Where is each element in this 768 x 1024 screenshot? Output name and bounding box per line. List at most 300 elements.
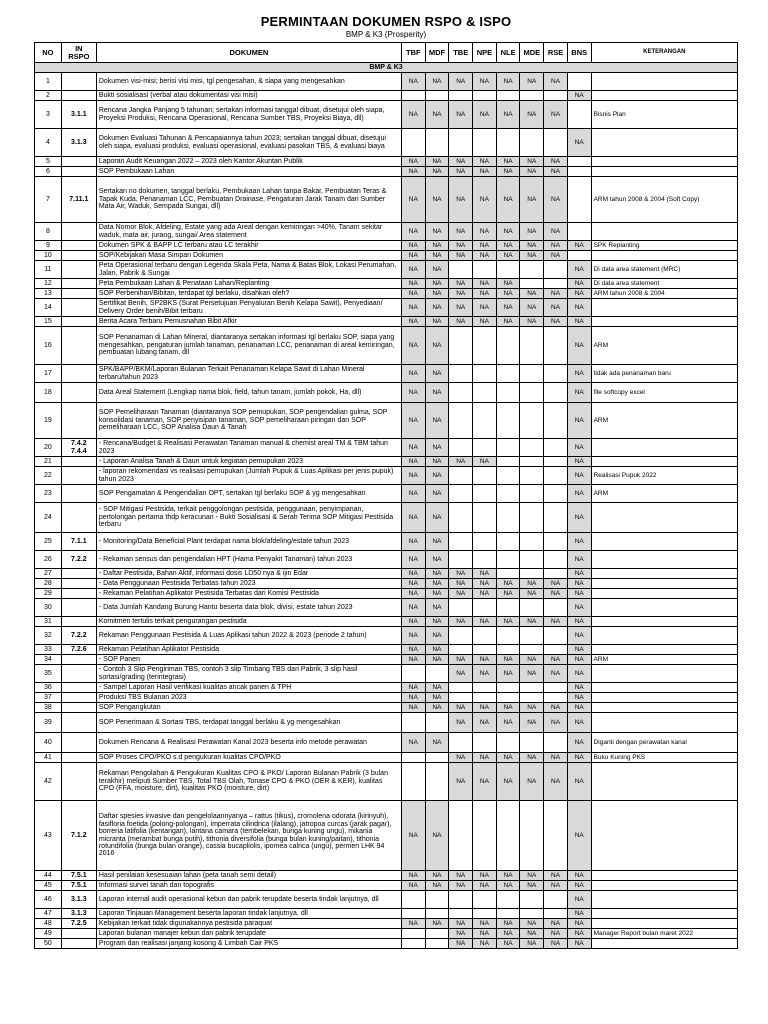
table-row [35,881,738,891]
document-description: - Contoh 3 Slip Pengiriman TBS, contoh 3 slip Timbang TBS dari Pabrik, 3 slip hasil sortasi/grading (terintegrasi) [96,665,401,683]
status-tbe [449,801,473,871]
status-mdf: NA [425,733,449,753]
rspo-clause [61,503,96,533]
status-npe: NA [473,655,497,665]
section-row [35,63,738,73]
rspo-clause [61,579,96,589]
status-nle [496,403,520,439]
row-number: 2 [35,91,62,101]
status-nle [496,693,520,703]
status-mde [520,365,544,383]
status-tbe [449,551,473,569]
status-bns: NA [567,939,591,949]
status-npe [473,891,497,909]
header-no: NO [35,43,62,63]
rspo-clause [61,317,96,327]
document-description: Komitmen tertulis terkait pengurangan pestisida [96,617,401,627]
keterangan-note [591,157,737,167]
status-tbf [401,939,425,949]
status-tbf [401,763,425,801]
status-bns: NA [567,753,591,763]
document-description: Rekaman Penggunaan Pestisida & Luas Aplikasi tahun 2022 & 2023 (periode 2 tahun) [96,627,401,645]
status-nle: NA [496,881,520,891]
status-mde [520,439,544,457]
status-nle [496,891,520,909]
status-npe: NA [473,665,497,683]
status-nle: NA [496,317,520,327]
status-tbe: NA [449,223,473,241]
status-mdf [425,909,449,919]
row-number: 37 [35,693,62,703]
status-mde [520,403,544,439]
status-mdf: NA [425,383,449,403]
status-bns: NA [567,683,591,693]
rspo-clause [61,703,96,713]
status-mde: NA [520,289,544,299]
document-description: Berita Acara Terbaru Pemusnahan Bibit Afkir [96,317,401,327]
keterangan-note [591,665,737,683]
status-tbf: NA [401,871,425,881]
document-description: Informasi survei tanah dan topografis [96,881,401,891]
rspo-clause [61,485,96,503]
status-tbe: NA [449,251,473,261]
table-row [35,279,738,289]
table-row [35,317,738,327]
status-tbf: NA [401,599,425,617]
document-description: - SOP Mitigasi Pestisida, terkait penggolongan pestisida, penggunaan, penyimpanan, pertolongan pertama thdp keracunan - Bukti Sosialisasi & Serah Terima SOP Mitigasi Pestisida terbaru [96,503,401,533]
status-mde [520,129,544,157]
status-tbe: NA [449,279,473,289]
table-row [35,101,738,129]
rspo-clause [61,299,96,317]
status-npe: NA [473,177,497,223]
rspo-clause [61,241,96,251]
status-rse: NA [544,713,568,733]
status-mdf [425,129,449,157]
status-npe: NA [473,223,497,241]
status-rse: NA [544,251,568,261]
status-mdf: NA [425,167,449,177]
status-mdf [425,713,449,733]
status-nle: NA [496,763,520,801]
document-description: Peta Pembukaan Lahan & Penataan Lahan/Replanting [96,279,401,289]
status-rse [544,261,568,279]
document-description: Rencana Jangka Panjang 5 tahunan; sertakan informasi tanggal dibuat, disetujui oleh siapa, Proyeksi Produksi, Rencana Operasional, Rencana Sumber TBS, Proyeksi Biaya, dll) [96,101,401,129]
status-tbf: NA [401,551,425,569]
status-npe [473,683,497,693]
status-rse: NA [544,289,568,299]
table-row [35,627,738,645]
rspo-clause: 3.1.3 [61,129,96,157]
status-tbf: NA [401,177,425,223]
status-rse [544,693,568,703]
status-tbe [449,403,473,439]
table-row [35,403,738,439]
row-number: 34 [35,655,62,665]
header-nle: NLE [496,43,520,63]
table-row [35,617,738,627]
document-description: Hasil penilaian kesesuaian lahan (peta tanah semi detail) [96,871,401,881]
keterangan-note [591,703,737,713]
status-mde: NA [520,317,544,327]
row-number: 9 [35,241,62,251]
row-number: 30 [35,599,62,617]
table-row [35,871,738,881]
rspo-clause [61,617,96,627]
status-nle: NA [496,223,520,241]
keterangan-note [591,533,737,551]
document-description: - Rekaman Pelatihan Aplikator Pestisida Terbatas dari Komisi Pestisida [96,589,401,599]
status-tbf: NA [401,801,425,871]
table-row [35,365,738,383]
status-tbf: NA [401,503,425,533]
status-bns: NA [567,457,591,467]
document-description: - SOP Panen [96,655,401,665]
status-bns: NA [567,891,591,909]
status-tbe: NA [449,713,473,733]
status-tbe [449,693,473,703]
status-nle: NA [496,579,520,589]
document-description: - Rekaman sensus dan pengendalian HPT (Hama Penyakit Tanaman) tahun 2023 [96,551,401,569]
status-nle [496,129,520,157]
status-bns: NA [567,91,591,101]
table-row [35,167,738,177]
status-bns: NA [567,467,591,485]
status-nle: NA [496,177,520,223]
document-description: Daftar spesies invasive dan pengelolaannyanya – rattus (tikus), cromolena odorata (kirinyuh), fasifloria foetida (polong-polongan), imperrata cilindrica (ilalang), jatropoa curcas (jarak pagar), borreria latifolia (kentangan), lantana camara (tembelekan, bunga kuning ungu), mikania micranta (merambat bunga putih), tithonia diversifolia (bunga bulan kuning/paitan), tithonia rotundifolia (bunga bulan orange), cassia bucapliolis, ipomea calrica (ungu), permen LHK 94 2016 [96,801,401,871]
status-nle: NA [496,753,520,763]
status-nle [496,503,520,533]
status-mdf: NA [425,871,449,881]
status-mdf: NA [425,157,449,167]
keterangan-note: ARM tahun 2008 & 2004 (Soft Copy) [591,177,737,223]
table-row [35,223,738,241]
status-npe: NA [473,457,497,467]
keterangan-note [591,909,737,919]
keterangan-note [591,693,737,703]
status-npe: NA [473,881,497,891]
status-npe [473,551,497,569]
keterangan-note [591,299,737,317]
status-mde [520,645,544,655]
status-tbf: NA [401,327,425,365]
status-tbe [449,683,473,693]
status-npe: NA [473,157,497,167]
status-mde: NA [520,665,544,683]
header-keterangan: KETERANGAN [591,43,737,63]
status-rse: NA [544,223,568,241]
status-tbf: NA [401,439,425,457]
status-tbe: NA [449,241,473,251]
keterangan-note [591,589,737,599]
rspo-clause: 7.4.2 7.4.4 [61,439,96,457]
table-row [35,801,738,871]
keterangan-note [591,763,737,801]
status-tbe: NA [449,157,473,167]
keterangan-note: Di data area statement [591,279,737,289]
table-row [35,665,738,683]
status-tbf: NA [401,733,425,753]
table-row [35,91,738,101]
status-tbe: NA [449,929,473,939]
status-tbf: NA [401,683,425,693]
status-mdf: NA [425,617,449,627]
status-mde: NA [520,177,544,223]
row-number: 8 [35,223,62,241]
status-bns: NA [567,589,591,599]
status-mdf: NA [425,683,449,693]
status-mdf: NA [425,599,449,617]
table-body [35,73,738,949]
status-tbe [449,485,473,503]
row-number: 25 [35,533,62,551]
status-rse [544,645,568,655]
status-tbe: NA [449,569,473,579]
document-request-table [34,42,738,949]
status-bns: NA [567,129,591,157]
status-mde [520,909,544,919]
status-mde: NA [520,241,544,251]
status-tbf: NA [401,157,425,167]
table-row [35,177,738,223]
status-tbf: NA [401,645,425,655]
status-npe [473,383,497,403]
status-bns: NA [567,261,591,279]
status-npe: NA [473,871,497,881]
document-title: PERMINTAAN DOKUMEN RSPO & ISPO [260,14,512,29]
status-mde: NA [520,871,544,881]
status-tbe: NA [449,753,473,763]
status-tbf: NA [401,365,425,383]
status-mde: NA [520,617,544,627]
rspo-clause [61,693,96,703]
document-description: - laporan rekomendasi vs realisasi pemupukan (Jumlah Pupuk & Luas Aplikasi per jenis pupuk) tahun 2023 [96,467,401,485]
status-rse: NA [544,579,568,589]
document-description: Rekaman Pengolahan & Pengukuran Kualitas CPO & PKO/ Laporan Bulanan Pabrik (3 bulan terakhir) meliputi Sumber TBS, Total TBS Olah, Tonase CPO & PKO (OER & KER), kualitas CPO (FFA, moisture, dirt), kualitas PKO (moisture, dirt) [96,763,401,801]
status-mde [520,467,544,485]
status-mdf: NA [425,655,449,665]
status-bns: NA [567,279,591,289]
status-mdf [425,939,449,949]
keterangan-note [591,551,737,569]
status-mde [520,261,544,279]
rspo-clause: 7.2.2 [61,551,96,569]
row-number: 38 [35,703,62,713]
status-mdf: NA [425,177,449,223]
status-tbf: NA [401,617,425,627]
table-row [35,939,738,949]
status-npe [473,467,497,485]
document-description: Laporan Audit Keuangan 2022 – 2023 oleh Kantor Akuntan Publik [96,157,401,167]
status-tbe: NA [449,317,473,327]
rspo-clause [61,365,96,383]
status-rse: NA [544,317,568,327]
table-row [35,703,738,713]
status-nle: NA [496,167,520,177]
keterangan-note [591,891,737,909]
status-npe: NA [473,167,497,177]
document-description: Dokumen visi-misi; berisi visi misi, tgl pengesahan, & siapa yang mengesahkan [96,73,401,91]
keterangan-note [591,713,737,733]
rspo-clause [61,279,96,289]
status-rse [544,891,568,909]
status-mde: NA [520,157,544,167]
rspo-clause [61,467,96,485]
status-mde: NA [520,703,544,713]
document-description: SOP Pengangkutan [96,703,401,713]
document-description: - Data Jumlah Kandang Burung Hantu beserta data blok, divisi, estate tahun 2023 [96,599,401,617]
status-bns [567,167,591,177]
status-tbe [449,91,473,101]
status-mdf: NA [425,317,449,327]
keterangan-note [591,503,737,533]
table-row [35,753,738,763]
document-description: Program dan realisasi janjang kosong & Limbah Cair PKS [96,939,401,949]
keterangan-note: file softcopy excel [591,383,737,403]
status-mdf: NA [425,533,449,551]
status-npe [473,533,497,551]
rspo-clause: 7.5.1 [61,871,96,881]
keterangan-note [591,881,737,891]
status-rse [544,91,568,101]
document-description: SOP Pembukaan Lahan [96,167,401,177]
document-description: SOP Perbenihan/Bibitan, terdapat tgl berlaku, disahkan oleh? [96,289,401,299]
table-row [35,551,738,569]
keterangan-note: ARM [591,655,737,665]
status-mdf: NA [425,299,449,317]
status-tbe [449,599,473,617]
status-npe: NA [473,279,497,289]
status-rse [544,457,568,467]
rspo-clause [61,157,96,167]
status-npe [473,365,497,383]
status-mdf: NA [425,645,449,655]
row-number: 28 [35,579,62,589]
status-tbf: NA [401,655,425,665]
status-tbe: NA [449,457,473,467]
rspo-clause [61,73,96,91]
status-tbf: NA [401,299,425,317]
status-tbe [449,533,473,551]
status-mde: NA [520,713,544,733]
keterangan-note [591,439,737,457]
status-bns: NA [567,645,591,655]
status-mde [520,457,544,467]
status-tbe: NA [449,177,473,223]
document-description: - Laporan Analisa Tanah & Daun untuk kegiatan pemupukan 2023 [96,457,401,467]
keterangan-note: ARM [591,403,737,439]
status-rse [544,467,568,485]
status-mde: NA [520,167,544,177]
status-nle: NA [496,589,520,599]
keterangan-note [591,91,737,101]
status-nle [496,645,520,655]
status-tbf: NA [401,261,425,279]
status-mde [520,503,544,533]
status-bns: NA [567,551,591,569]
status-npe: NA [473,289,497,299]
status-npe: NA [473,703,497,713]
header-tbf: TBF [401,43,425,63]
status-npe: NA [473,763,497,801]
status-rse [544,485,568,503]
rspo-clause [61,383,96,403]
status-npe [473,801,497,871]
status-bns: NA [567,439,591,457]
status-bns: NA [567,617,591,627]
status-tbe [449,327,473,365]
row-number: 29 [35,589,62,599]
status-rse: NA [544,73,568,91]
status-tbe [449,439,473,457]
table-row [35,763,738,801]
status-tbe: NA [449,73,473,91]
status-rse: NA [544,871,568,881]
status-npe [473,693,497,703]
status-mdf: NA [425,881,449,891]
status-mdf [425,91,449,101]
rspo-clause: 7.1.1 [61,533,96,551]
status-mde: NA [520,223,544,241]
status-mdf [425,891,449,909]
row-number: 41 [35,753,62,763]
status-rse [544,439,568,457]
table-row [35,73,738,91]
status-rse [544,365,568,383]
status-nle [496,457,520,467]
status-rse [544,683,568,693]
keterangan-note [591,73,737,91]
row-number: 46 [35,891,62,909]
rspo-clause [61,457,96,467]
status-nle [496,485,520,503]
status-tbf: NA [401,289,425,299]
table-row [35,909,738,919]
document-description: Dokumen SPK & BAPP LC terbaru atau LC terakhir [96,241,401,251]
document-description: Laporan internal audit operasional kebun dan pabrik terupdate beserta tindak lanjutnya, dll [96,891,401,909]
status-nle [496,909,520,919]
document-description: SOP Penerimaan & Sortasi TBS, terdapat tanggal berlaku & yg mengesahkan [96,713,401,733]
status-tbf: NA [401,693,425,703]
status-nle [496,627,520,645]
document-description: SOP Pemeliharaan Tanaman (diantaranya SOP pemupukan, SOP pengendalian gulma, SOP konsolidasi tanaman, SOP penyisipan tanaman, SOP pemeliharaan piringan dan SOP pemeliharaan LCC, SOP Analisa Daun & Tanah [96,403,401,439]
status-bns: NA [567,241,591,251]
status-mde: NA [520,299,544,317]
status-mdf: NA [425,579,449,589]
status-npe [473,129,497,157]
keterangan-note [591,167,737,177]
rspo-clause: 7.1.2 [61,801,96,871]
header-mde: MDE [520,43,544,63]
row-number: 21 [35,457,62,467]
status-npe [473,261,497,279]
status-nle [496,599,520,617]
table-row [35,129,738,157]
table-row [35,693,738,703]
row-number: 13 [35,289,62,299]
status-npe [473,733,497,753]
status-tbe [449,467,473,485]
table-row [35,241,738,251]
status-tbe: NA [449,919,473,929]
table-row [35,383,738,403]
row-number: 5 [35,157,62,167]
rspo-clause: 3.1.3 [61,909,96,919]
status-bns: NA [567,533,591,551]
status-tbf [401,665,425,683]
keterangan-note [591,317,737,327]
keterangan-note: Realisasi Pupuk 2022 [591,467,737,485]
